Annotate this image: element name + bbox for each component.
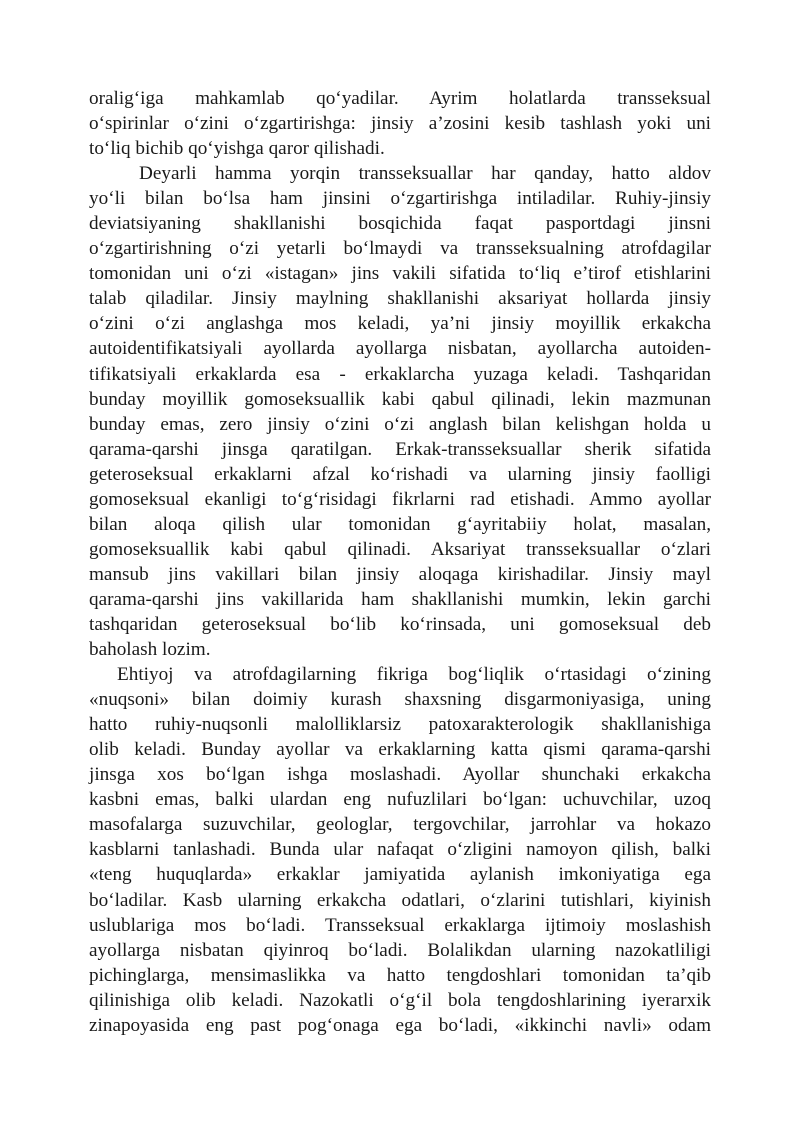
document-page xyxy=(89,86,711,1038)
text-line: oralig‘iga mahkamlab qo‘yadilar. Ayrim holatlarda transseksual xyxy=(89,88,711,109)
text-line: gomoseksuallik kabi qabul qilinadi. Aksariyat transseksuallar o‘zlari xyxy=(89,538,711,560)
text-line: o‘spirinlar o‘zini o‘zgartirishga: jinsiy a’zosini kesib tashlash yoki uni xyxy=(89,113,711,135)
paragraph-3 xyxy=(89,662,711,1038)
text-line: pichinglarga, mensimaslikka va hatto tengdoshlari tomonidan ta’qib xyxy=(89,964,711,986)
text-line: deviatsiyaning shakllanishi bosqichida faqat pasportdagi jinsni xyxy=(89,213,711,235)
text-line: «teng huquqlarda» erkaklar jamiyatida aylanish imkoniyatiga ega xyxy=(89,864,711,886)
text-line: baholash lozim. xyxy=(89,639,211,661)
text-line: bunday moyillik gomoseksuallik kabi qabul qilinadi, lekin mazmunan xyxy=(89,388,711,410)
text-line: autoidentifikatsiyali ayollarda ayollarga nisbatan, ayollarcha autoiden- xyxy=(89,338,711,360)
text-line: Ehtiyoj va atrofdagilarning fikriga bog‘liqlik o‘rtasidagi o‘zining xyxy=(117,664,711,686)
text-line: olib keladi. Bunday ayollar va erkaklarning katta qismi qarama-qarshi xyxy=(89,739,711,761)
text-line: bilan aloqa qilish ular tomonidan g‘ayritabiiy holat, masalan, xyxy=(89,513,711,535)
text-line: yo‘li bilan bo‘lsa ham jinsini o‘zgartirishga intiladilar. Ruhiy-jinsiy xyxy=(89,188,711,210)
text-line: tashqaridan geteroseksual bo‘lib ko‘rinsada, uni gomoseksual deb xyxy=(89,613,711,635)
text-line: masofalarga suzuvchilar, geologlar, tergovchilar, jarrohlar va hokazo xyxy=(89,814,711,836)
paragraph-2 xyxy=(89,161,711,662)
text-line: Deyarli hamma yorqin transseksuallar har qanday, hatto aldov xyxy=(139,163,711,185)
text-line: kasbni emas, balki ulardan eng nufuzlilari bo‘lgan: uchuvchilar, uzoq xyxy=(89,789,711,811)
text-line: o‘zini o‘zi anglashga mos keladi, ya’ni jinsiy moyillik erkakcha xyxy=(89,313,711,335)
text-line: qarama-qarshi jins vakillarida ham shakllanishi mumkin, lekin garchi xyxy=(89,588,711,610)
text-line: to‘liq bichib qo‘yishga qaror qilishadi. xyxy=(89,138,385,160)
text-line: hatto ruhiy-nuqsonli malolliklarsiz patoxarakterologik shakllanishiga xyxy=(89,714,711,736)
text-line: ayollarga nisbatan qiyinroq bo‘ladi. Bolalikdan ularning nazokatliligi xyxy=(89,939,711,961)
text-line: tomonidan uni o‘zi «istagan» jins vakili sifatida to‘liq e’tirof etishlarini xyxy=(89,263,711,285)
paragraph-1 xyxy=(89,86,711,161)
text-line: gomoseksual ekanligi to‘g‘risidagi fikrlarni rad etishadi. Ammo ayollar xyxy=(89,488,711,510)
text-line: mansub jins vakillari bilan jinsiy aloqaga kirishadilar. Jinsiy mayl xyxy=(89,563,711,585)
text-line: qarama-qarshi jinsga qaratilgan. Erkak-transseksuallar sherik sifatida xyxy=(89,438,711,460)
text-line: talab qiladilar. Jinsiy maylning shakllanishi aksariyat hollarda jinsiy xyxy=(89,288,711,310)
text-line: «nuqsoni» bilan doimiy kurash shaxsning disgarmoniyasiga, uning xyxy=(89,689,711,711)
text-line: jinsga xos bo‘lgan ishga moslashadi. Ayollar shunchaki erkakcha xyxy=(89,764,711,786)
text-line: zinapoyasida eng past pog‘onaga ega bo‘ladi, «ikkinchi navli» odam xyxy=(89,1014,711,1036)
text-line: tifikatsiyali erkaklarda esa - erkaklarcha yuzaga keladi. Tashqaridan xyxy=(89,363,711,385)
text-line: uslublariga mos bo‘ladi. Transseksual erkaklarga ijtimoiy moslashish xyxy=(89,914,711,936)
text-line: kasblarni tanlashadi. Bunda ular nafaqat o‘zligini namoyon qilish, balki xyxy=(89,839,711,861)
text-line: bunday emas, zero jinsiy o‘zini o‘zi anglash bilan kelishgan holda u xyxy=(89,413,711,435)
text-line: bo‘ladilar. Kasb ularning erkakcha odatlari, o‘zlarini tutishlari, kiyinish xyxy=(89,889,711,911)
text-line: o‘zgartirishning o‘zi yetarli bo‘lmaydi va transseksualning atrofdagilar xyxy=(89,238,711,260)
text-line: qilinishiga olib keladi. Nazokatli o‘g‘il bola tengdoshlarining iyerarxik xyxy=(89,989,711,1011)
text-line: geteroseksual erkaklarni afzal ko‘rishadi va ularning jinsiy faolligi xyxy=(89,463,711,485)
